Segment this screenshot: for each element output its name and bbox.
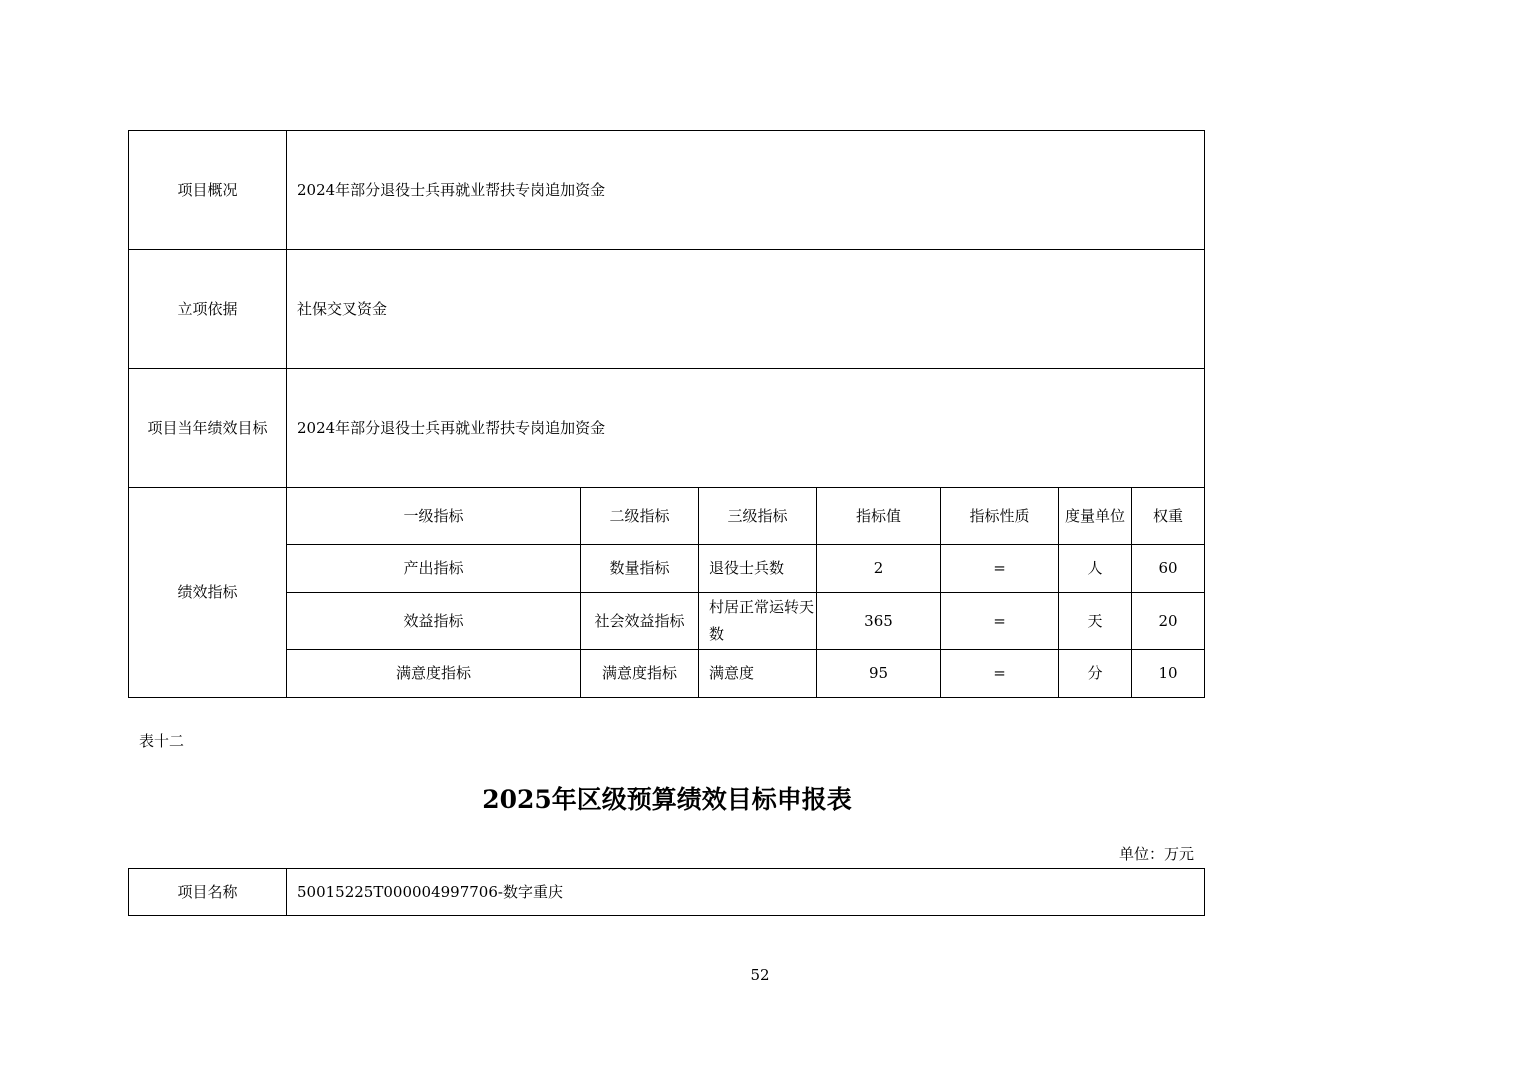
level3-cell: 村居正常运转天数 <box>699 593 817 650</box>
level2-cell: 数量指标 <box>581 545 699 593</box>
project-name-table <box>128 868 1205 916</box>
level2-cell: 满意度指标 <box>581 650 699 698</box>
project-name-row <box>129 869 1205 916</box>
level2-cell: 社会效益指标 <box>581 593 699 650</box>
overview-value: 2024年部分退役士兵再就业帮扶专岗追加资金 <box>287 131 1205 250</box>
weight-cell: 10 <box>1132 650 1205 698</box>
form-title: 2025年区级预算绩效目标申报表 <box>482 785 852 814</box>
performance-table <box>128 130 1205 698</box>
level3-cell: 退役士兵数 <box>699 545 817 593</box>
nature-cell: = <box>941 650 1059 698</box>
overview-row <box>129 131 1205 250</box>
table-row <box>129 650 1205 698</box>
annual-goal-row <box>129 369 1205 488</box>
basis-label: 立项依据 <box>129 250 287 369</box>
page-number: 52 <box>750 966 770 984</box>
value-cell: 2 <box>817 545 941 593</box>
annual-goal-label: 项目当年绩效目标 <box>129 369 287 488</box>
basis-value: 社保交叉资金 <box>287 250 1205 369</box>
weight-cell: 60 <box>1132 545 1205 593</box>
level1-cell: 满意度指标 <box>287 650 581 698</box>
header-cell: 一级指标 <box>287 488 581 545</box>
level1-cell: 效益指标 <box>287 593 581 650</box>
value-cell: 365 <box>817 593 941 650</box>
table-row <box>129 593 1205 650</box>
header-cell: 指标性质 <box>941 488 1059 545</box>
header-cell: 二级指标 <box>581 488 699 545</box>
unit-label: 单位：万元 <box>1118 845 1194 863</box>
header-cell: 指标值 <box>817 488 941 545</box>
header-cell: 权重 <box>1132 488 1205 545</box>
project-name-value: 50015225T000004997706-数字重庆 <box>287 869 1205 916</box>
weight-cell: 20 <box>1132 593 1205 650</box>
unit-cell: 天 <box>1059 593 1132 650</box>
header-cell: 度量单位 <box>1059 488 1132 545</box>
table-number: 表十二 <box>139 732 185 750</box>
level3-cell: 满意度 <box>699 650 817 698</box>
nature-cell: = <box>941 593 1059 650</box>
table-row <box>129 545 1205 593</box>
indicator-header-row <box>129 488 1205 545</box>
nature-cell: = <box>941 545 1059 593</box>
project-name-label: 项目名称 <box>129 869 287 916</box>
overview-label: 项目概况 <box>129 131 287 250</box>
basis-row <box>129 250 1205 369</box>
level1-cell: 产出指标 <box>287 545 581 593</box>
annual-goal-value: 2024年部分退役士兵再就业帮扶专岗追加资金 <box>287 369 1205 488</box>
unit-cell: 分 <box>1059 650 1132 698</box>
value-cell: 95 <box>817 650 941 698</box>
indicators-label: 绩效指标 <box>129 488 287 698</box>
unit-cell: 人 <box>1059 545 1132 593</box>
header-cell: 三级指标 <box>699 488 817 545</box>
